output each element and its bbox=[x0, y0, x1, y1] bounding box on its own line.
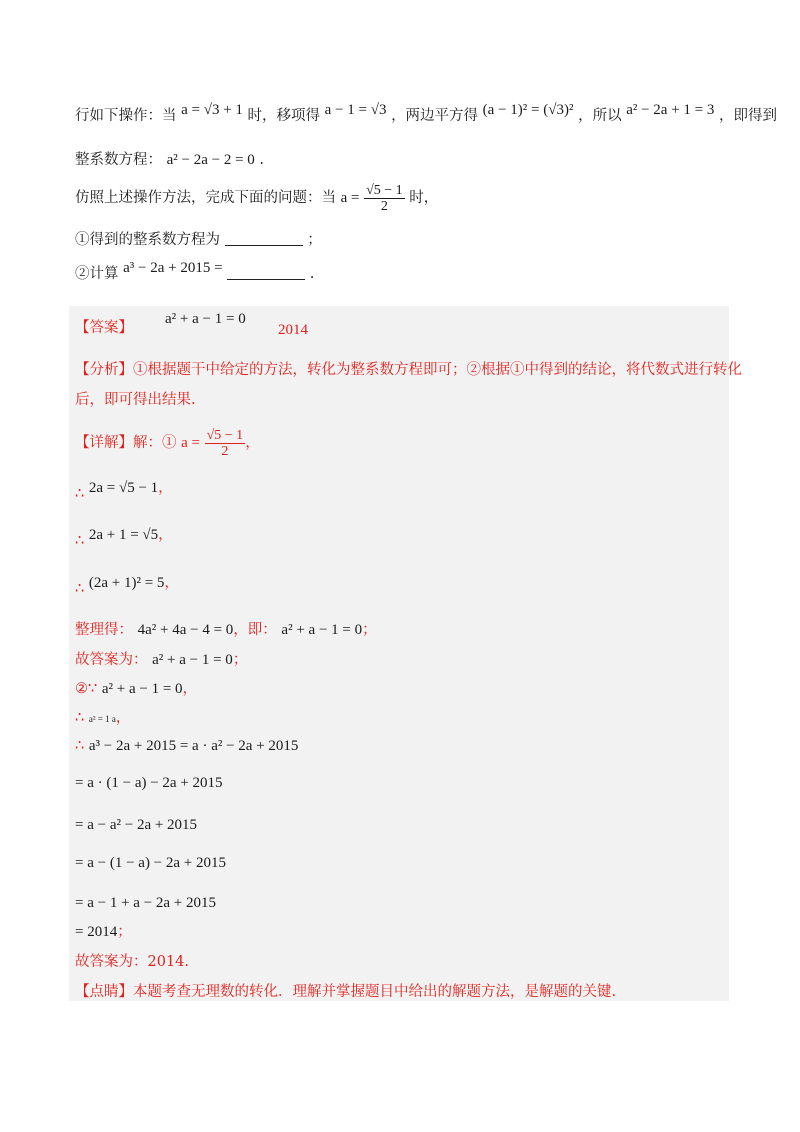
math-expression: 2a + 1 = √5 bbox=[88, 527, 159, 543]
comment-line bbox=[75, 982, 616, 1002]
text: ， bbox=[158, 527, 173, 543]
math-expression: a² − 2a + 1 = 3 bbox=[626, 102, 715, 118]
comment-label: 【点睛】 bbox=[75, 984, 133, 1000]
math-expression: a² + a − 1 = 0 bbox=[152, 652, 233, 668]
text: 故答案为： bbox=[75, 652, 148, 668]
math-expression: a = √3 + 1 bbox=[181, 102, 243, 118]
analysis-line-2 bbox=[75, 390, 196, 410]
math-expression: a³ − 2a + 2015 = bbox=[123, 260, 223, 276]
detail-answer-1 bbox=[75, 650, 247, 670]
detail-step-1 bbox=[75, 478, 173, 502]
math-expression: a² = 1 a bbox=[88, 714, 116, 724]
answer-line bbox=[75, 318, 133, 338]
therefore-symbol: ∴ bbox=[75, 486, 85, 502]
detail-answer-2 bbox=[75, 952, 189, 972]
detail-part2 bbox=[75, 679, 197, 699]
text: 时， bbox=[409, 190, 439, 206]
math-expression: a² + a − 1 = 0 bbox=[101, 681, 183, 697]
math-expression: a² + a − 1 = 0 bbox=[165, 311, 246, 327]
math-expression: a = bbox=[181, 435, 200, 451]
text: ②计算 bbox=[75, 266, 119, 282]
text: ，两边平方得 bbox=[391, 108, 479, 124]
therefore-symbol: ∴ bbox=[75, 738, 85, 754]
text: 行如下操作：当 bbox=[75, 108, 177, 124]
text: 故答案为： bbox=[75, 954, 148, 970]
detail-part2-small bbox=[75, 708, 130, 729]
text: . bbox=[309, 266, 315, 282]
detail-step-3 bbox=[75, 573, 179, 597]
text: ； bbox=[117, 924, 132, 940]
fraction bbox=[205, 428, 246, 459]
fraction-numerator: √5 − 1 bbox=[366, 182, 403, 198]
question-line-4 bbox=[75, 230, 322, 250]
detail-calc-1 bbox=[75, 736, 298, 756]
text: ， bbox=[182, 681, 198, 697]
math-expression: 4a² + 4a − 4 = 0 bbox=[137, 622, 234, 638]
math-expression: a² + a − 1 = 0 bbox=[281, 622, 363, 638]
question-line-5 bbox=[75, 260, 315, 284]
text: . bbox=[259, 152, 265, 168]
detail-calc-3 bbox=[75, 815, 197, 835]
detail-calc-5 bbox=[75, 893, 216, 913]
answer-blank-1[interactable] bbox=[225, 231, 303, 246]
text: 整系数方程： bbox=[75, 152, 162, 168]
text: ， bbox=[245, 435, 260, 451]
fraction-numerator: √5 − 1 bbox=[206, 427, 244, 443]
math-expression: = a · (1 − a) − 2a + 2015 bbox=[75, 775, 223, 791]
detail-sorted bbox=[75, 620, 377, 640]
analysis-line-1 bbox=[75, 360, 742, 380]
text: 解：① bbox=[133, 435, 177, 451]
therefore-symbol: ∴ bbox=[75, 533, 85, 549]
text: 2014. bbox=[147, 954, 190, 970]
math-expression: = a − 1 + a − 2a + 2015 bbox=[75, 895, 217, 911]
text: 整理得： bbox=[75, 622, 133, 638]
text: ； bbox=[232, 652, 248, 668]
text: ； bbox=[362, 622, 377, 638]
text: ①得到的整系数方程为 bbox=[75, 232, 220, 248]
text: ，即： bbox=[233, 622, 277, 638]
answer-value-2 bbox=[278, 320, 308, 340]
detail-label: 【详解】 bbox=[75, 435, 133, 451]
math-expression: 2014 bbox=[278, 322, 308, 338]
text: 时，移项得 bbox=[247, 108, 321, 124]
question-line-2 bbox=[75, 150, 264, 170]
text: 仿照上述操作方法，完成下面的问题：当 bbox=[75, 190, 336, 206]
text: ， bbox=[115, 710, 131, 726]
text: ， bbox=[158, 480, 173, 496]
math-expression: a = bbox=[340, 190, 360, 206]
math-expression: a − 1 = √3 bbox=[324, 102, 387, 118]
detail-calc-4 bbox=[75, 853, 226, 873]
detail-line-1 bbox=[75, 425, 260, 461]
text: ，所以 bbox=[578, 108, 622, 124]
analysis-label: 【分析】 bbox=[75, 362, 133, 378]
math-expression: (2a + 1)² = 5 bbox=[88, 575, 165, 591]
detail-calc-6 bbox=[75, 922, 132, 942]
answer-blank-2[interactable] bbox=[227, 265, 305, 280]
math-expression: = a − (1 − a) − 2a + 2015 bbox=[75, 855, 227, 871]
answer-value-1 bbox=[165, 309, 246, 329]
fraction bbox=[364, 183, 405, 214]
detail-step-2 bbox=[75, 525, 173, 549]
fraction-denominator: 2 bbox=[221, 443, 229, 459]
math-expression: 2a = √5 − 1 bbox=[88, 480, 159, 496]
therefore-symbol: ∴ bbox=[75, 710, 85, 726]
question-line-3 bbox=[75, 180, 438, 216]
therefore-symbol: ∴ bbox=[75, 581, 85, 597]
text: ， bbox=[164, 575, 179, 591]
math-expression: (a − 1)² = (√3)² bbox=[482, 102, 574, 118]
text: ； bbox=[307, 232, 322, 248]
text: ② bbox=[75, 681, 88, 697]
math-expression: = 2014 bbox=[75, 924, 118, 940]
detail-calc-2 bbox=[75, 773, 223, 793]
answer-label: 【答案】 bbox=[75, 320, 133, 336]
text: ①根据题干中给定的方法，转化为整系数方程即可；②根据①中得到的结论，将代数式进行转化 bbox=[133, 362, 742, 378]
text: ，即得到 bbox=[719, 108, 777, 124]
text: 本题考查无理数的转化．理解并掌握题目中给出的解题方法，是解题的关键. bbox=[133, 984, 617, 1000]
fraction-denominator: 2 bbox=[380, 198, 388, 214]
math-expression: a² − 2a − 2 = 0 bbox=[166, 152, 255, 168]
math-expression: a³ − 2a + 2015 = a · a² − 2a + 2015 bbox=[88, 738, 299, 754]
text: 后，即可得出结果. bbox=[75, 392, 196, 408]
because-symbol: ∵ bbox=[88, 681, 98, 697]
question-line-1 bbox=[75, 102, 777, 126]
math-expression: = a − a² − 2a + 2015 bbox=[75, 817, 198, 833]
